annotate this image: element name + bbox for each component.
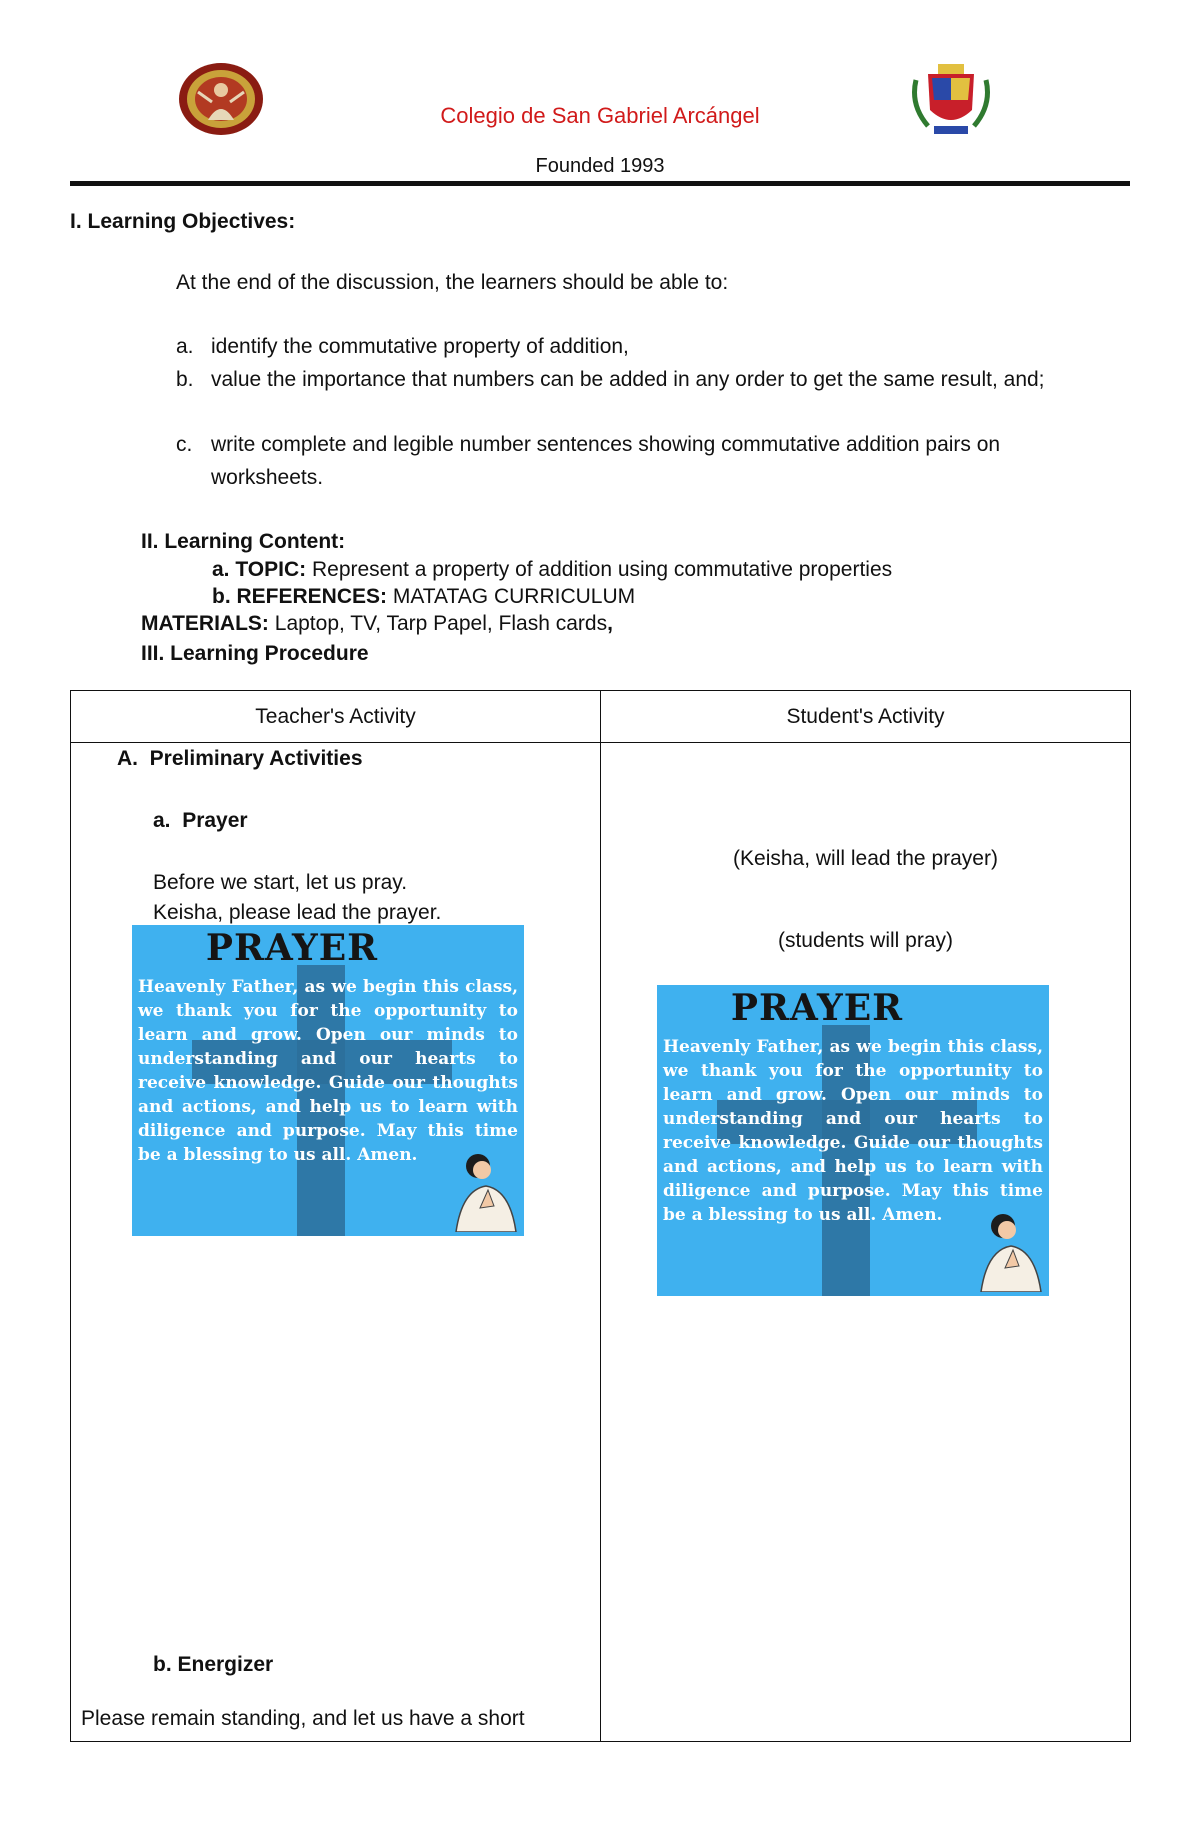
energizer-marker: b [153,1653,166,1676]
objectives-heading: I. Learning Objectives: [70,210,296,233]
objective-text: identify the commutative property of addition, [211,335,629,358]
prayer-marker: a. [153,809,171,832]
section-marker: A. [117,747,138,770]
energizer-instruction: Please remain standing, and let us have a short [81,1707,525,1730]
objective-marker: a. [176,335,194,358]
content-heading: II. Learning Content: [141,530,346,553]
praying-person-icon [969,1210,1047,1292]
poster-prayer-text: Heavenly Father, as we begin this class, we thank you for the opportunity to learn and grow. Open our minds to understanding and our hearts to receive knowledge. Guide our thoughts and actions, and help us to learn with diligence and purpose. May this time be a blessing to us all. Amen. [138,977,518,1165]
objectives-intro: At the end of the discussion, the learners should be able to: [176,271,729,294]
objective-marker: b. [176,368,194,391]
objective-marker: c. [176,433,193,456]
materials-value: Laptop, TV, Tarp Papel, Flash cards [268,612,608,635]
poster-title: PRAYER [730,987,904,1029]
poster-prayer-text: Heavenly Father, as we begin this class, we thank you for the opportunity to learn and grow. Open our minds to understanding and our hearts to receive knowledge. Guide our thoughts and actions, and help us to learn with diligence and purpose. May this time be a blessing to us all. Amen. [663,1037,1043,1225]
prayer-heading [153,809,248,833]
school-name: Colegio de San Gabriel Arcángel [440,103,760,128]
founded-year: Founded 1993 [535,155,665,177]
praying-person-icon [444,1150,522,1232]
prayer-instruction-2: Keisha, please lead the prayer. [153,901,442,924]
prayer-instruction-1: Before we start, let us pray. [153,871,408,894]
procedure-table [70,690,1131,1742]
materials-label: MATERIALS: [141,612,269,635]
energizer-title: . Energizer [165,1653,274,1676]
student-column-header: Student's Activity [601,691,1131,743]
header-divider [70,181,1130,186]
materials-end: , [607,612,613,635]
references-label: b. REFERENCES: [212,585,388,608]
objective-text: write complete and legible number sentences showing commutative addition pairs on worksheets. [211,433,1001,489]
student-response-1: (Keisha, will lead the prayer) [733,847,998,870]
student-response-2: (students will pray) [777,929,954,952]
prayer-title: Prayer [182,809,248,832]
prayer-poster-student [657,985,1049,1296]
energizer-heading [153,1653,273,1677]
preliminary-heading [117,747,363,771]
procedure-heading: III. Learning Procedure [141,642,369,665]
topic-label: a. TOPIC: [212,558,307,581]
section-title: Preliminary Activities [149,747,363,770]
references-line [212,585,635,609]
student-activity-cell [601,743,1131,1742]
prayer-poster-teacher [132,925,524,1236]
topic-line [212,558,892,582]
teacher-activity-cell [71,743,601,1742]
teacher-column-header: Teacher's Activity [71,691,601,743]
poster-title: PRAYER [205,927,379,969]
references-value: MATATAG CURRICULUM [387,585,636,608]
materials-line [141,612,613,636]
topic-value: Represent a property of addition using commutative properties [306,558,893,581]
objective-text: value the importance that numbers can be added in any order to get the same result, and; [211,368,1045,391]
